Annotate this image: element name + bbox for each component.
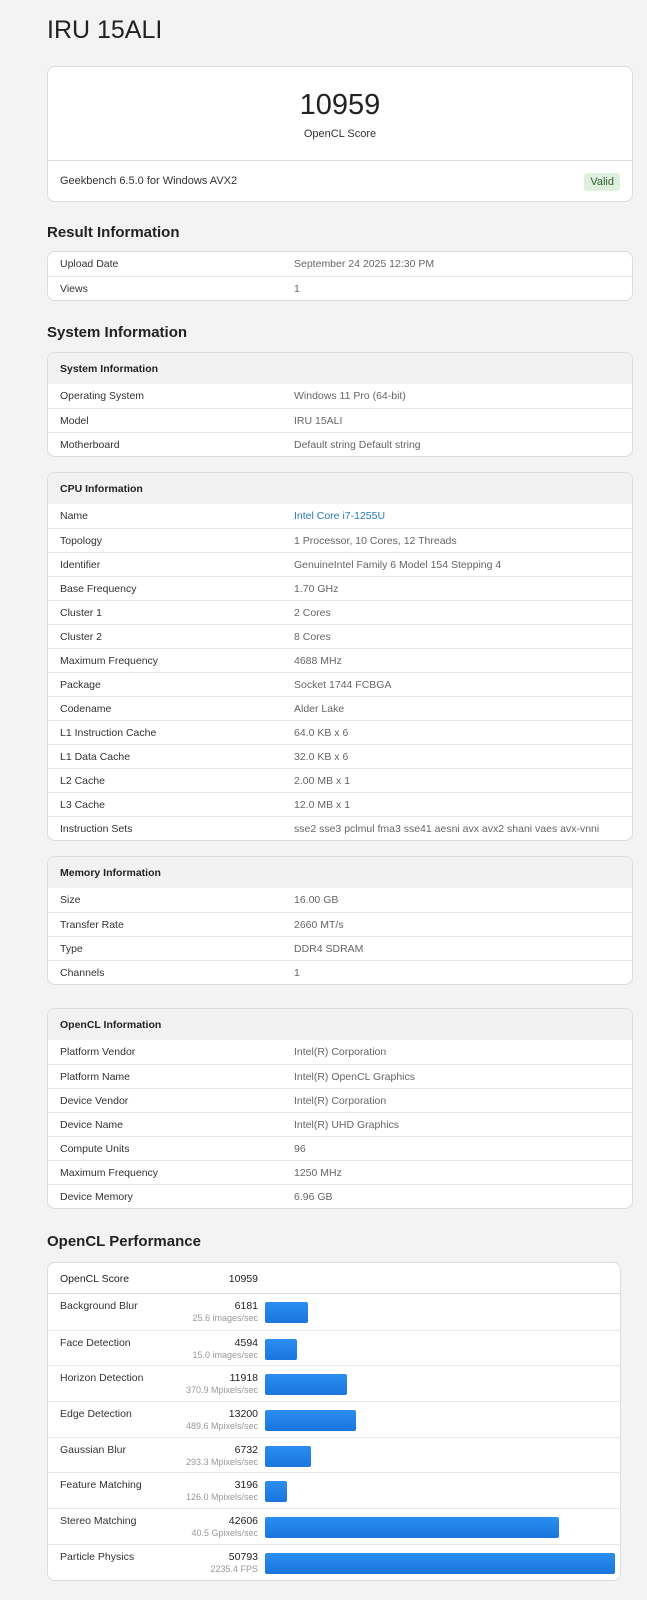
benchmark-name: Gaussian Blur xyxy=(60,1443,126,1456)
benchmark-row xyxy=(48,1330,620,1366)
info-key: L3 Cache xyxy=(60,799,105,811)
score-bar xyxy=(265,1517,559,1538)
score-bar xyxy=(265,1374,347,1395)
info-key: Platform Vendor xyxy=(60,1046,136,1058)
benchmark-row xyxy=(48,1365,620,1401)
benchmark-row xyxy=(48,1401,620,1437)
opencl-performance-card xyxy=(47,1262,621,1581)
info-row xyxy=(48,936,632,960)
score-bar xyxy=(265,1553,615,1574)
info-row xyxy=(48,552,632,576)
info-row xyxy=(48,720,632,744)
info-value: 2 Cores xyxy=(294,607,331,619)
info-key: Views xyxy=(60,283,88,295)
info-value: 32.0 KB x 6 xyxy=(294,751,349,763)
page-title: IRU 15ALI xyxy=(47,16,163,44)
info-row xyxy=(48,768,632,792)
score-card xyxy=(47,66,633,202)
benchmark-score: 6181 xyxy=(234,1300,258,1312)
info-value: Windows 11 Pro (64-bit) xyxy=(294,390,406,402)
info-row xyxy=(48,1112,632,1136)
info-value: IRU 15ALI xyxy=(294,415,343,427)
benchmark-name: Particle Physics xyxy=(60,1550,135,1563)
info-row xyxy=(48,960,632,984)
perf-score-value: 10959 xyxy=(228,1273,258,1285)
benchmark-score: 6732 xyxy=(234,1443,258,1456)
info-value: 4688 MHz xyxy=(294,655,342,667)
info-key: Device Vendor xyxy=(60,1095,129,1107)
benchmark-rate: 370.9 Mpixels/sec xyxy=(185,1385,258,1396)
info-value: 1250 MHz xyxy=(294,1167,342,1179)
info-row xyxy=(48,432,632,456)
info-key: Size xyxy=(60,894,81,906)
card-header: Memory Information xyxy=(48,857,632,888)
benchmark-name: Face Detection xyxy=(60,1336,131,1349)
info-value: Default string Default string xyxy=(294,439,421,451)
info-key: Identifier xyxy=(60,559,101,571)
memory-information-card xyxy=(47,856,633,985)
card-header: CPU Information xyxy=(48,473,632,504)
info-key: Type xyxy=(60,943,83,955)
cpu-information-card xyxy=(47,472,633,841)
info-key: Upload Date xyxy=(60,258,119,270)
benchmark-score: 13200 xyxy=(228,1408,258,1421)
info-row xyxy=(48,1064,632,1088)
opencl-score-label: OpenCL Score xyxy=(303,128,377,140)
opencl-score-value: 10959 xyxy=(299,89,381,121)
info-row xyxy=(48,276,632,300)
info-row xyxy=(48,600,632,624)
benchmark-rate: 126.0 Mpixels/sec xyxy=(185,1492,258,1503)
info-key: Transfer Rate xyxy=(60,919,124,931)
info-row xyxy=(48,1160,632,1184)
benchmark-score: 42606 xyxy=(228,1515,258,1528)
info-row xyxy=(48,504,632,528)
info-row xyxy=(48,528,632,552)
benchmark-rate: 489.6 Mpixels/sec xyxy=(185,1421,258,1432)
info-key: Package xyxy=(60,679,101,691)
info-row xyxy=(48,408,632,432)
info-key: Cluster 2 xyxy=(60,631,103,643)
info-value: 96 xyxy=(294,1143,306,1155)
info-key: L1 Data Cache xyxy=(60,751,131,763)
info-value: 12.0 MB x 1 xyxy=(294,799,351,811)
benchmark-score: 4594 xyxy=(234,1336,258,1349)
score-bar xyxy=(265,1446,311,1467)
info-row xyxy=(48,648,632,672)
result-information-title: Result Information xyxy=(47,224,180,241)
info-value: sse2 sse3 pclmul fma3 sse41 aesni avx avx2 shani vaes avx-vnni xyxy=(294,823,600,835)
benchmark-rate: 293.3 Mpixels/sec xyxy=(185,1456,258,1467)
info-row xyxy=(48,624,632,648)
info-value: 6.96 GB xyxy=(294,1191,333,1203)
perf-score-label: OpenCL Score xyxy=(60,1273,130,1285)
benchmark-row xyxy=(48,1437,620,1473)
info-key: Model xyxy=(60,415,89,427)
card-header: OpenCL Information xyxy=(48,1009,632,1040)
benchmark-rate: 15.0 images/sec xyxy=(192,1349,258,1360)
info-value: 1 xyxy=(294,967,300,979)
score-bar xyxy=(265,1481,287,1502)
benchmark-score: 11918 xyxy=(229,1372,258,1385)
info-key: Cluster 1 xyxy=(60,607,103,619)
opencl-performance-title: OpenCL Performance xyxy=(47,1233,201,1250)
benchmark-rate: 40.5 Gpixels/sec xyxy=(191,1528,258,1539)
benchmark-row xyxy=(48,1544,620,1580)
info-value: Intel(R) OpenCL Graphics xyxy=(294,1071,415,1083)
info-row xyxy=(48,1040,632,1064)
info-value: 2660 MT/s xyxy=(294,919,344,931)
info-row xyxy=(48,888,632,912)
info-value: 8 Cores xyxy=(294,631,331,643)
system-information-card xyxy=(47,352,633,457)
result-information-card xyxy=(47,251,633,301)
info-row xyxy=(48,252,632,276)
benchmark-name: Horizon Detection xyxy=(60,1372,144,1385)
info-row xyxy=(48,912,632,936)
info-key: Instruction Sets xyxy=(60,823,133,835)
benchmark-rate: 25.6 images/sec xyxy=(192,1313,258,1323)
info-value: Socket 1744 FCBGA xyxy=(294,679,392,691)
info-row xyxy=(48,576,632,600)
info-key: L2 Cache xyxy=(60,775,105,787)
benchmark-name: Feature Matching xyxy=(60,1479,142,1492)
benchmark-row xyxy=(48,1508,620,1544)
benchmark-row xyxy=(48,1294,620,1330)
score-bar xyxy=(265,1302,308,1323)
benchmark-name: Background Blur xyxy=(60,1300,138,1312)
info-key: Maximum Frequency xyxy=(60,1167,159,1179)
score-bar xyxy=(265,1339,297,1360)
info-row xyxy=(48,1136,632,1160)
info-row xyxy=(48,696,632,720)
info-key: Device Name xyxy=(60,1119,124,1131)
info-key: Base Frequency xyxy=(60,583,137,595)
cpu-name-link[interactable]: Intel Core i7-1255U xyxy=(294,510,386,522)
info-value: DDR4 SDRAM xyxy=(294,943,364,955)
info-key: L1 Instruction Cache xyxy=(60,727,157,739)
score-bar xyxy=(265,1410,356,1431)
opencl-information-card xyxy=(47,1008,633,1209)
info-value: 64.0 KB x 6 xyxy=(294,727,349,739)
info-value: September 24 2025 12:30 PM xyxy=(294,258,435,270)
info-value: Intel(R) Corporation xyxy=(294,1095,387,1107)
benchmark-score: 3196 xyxy=(234,1479,258,1492)
info-row xyxy=(48,384,632,408)
info-key: Device Memory xyxy=(60,1191,133,1203)
system-information-title: System Information xyxy=(47,324,188,341)
info-key: Platform Name xyxy=(60,1071,131,1083)
info-row xyxy=(48,672,632,696)
info-row xyxy=(48,1184,632,1208)
benchmark-name: Edge Detection xyxy=(60,1408,132,1421)
benchmark-version: Geekbench 6.5.0 for Windows AVX2 xyxy=(60,175,238,187)
info-value: 1 Processor, 10 Cores, 12 Threads xyxy=(294,535,457,547)
info-row xyxy=(48,792,632,816)
info-value: 2.00 MB x 1 xyxy=(294,775,351,787)
info-value: Intel(R) Corporation xyxy=(294,1046,387,1058)
info-key: Channels xyxy=(60,967,105,979)
info-value: Alder Lake xyxy=(294,703,345,715)
benchmark-rate: 2235.4 FPS xyxy=(210,1563,258,1574)
benchmark-score: 50793 xyxy=(228,1550,258,1563)
info-key: Maximum Frequency xyxy=(60,655,159,667)
info-value: 1 xyxy=(294,283,300,295)
info-row xyxy=(48,1088,632,1112)
benchmark-name: Stereo Matching xyxy=(60,1515,137,1528)
info-key: Topology xyxy=(60,535,103,547)
info-key: Motherboard xyxy=(60,439,120,451)
info-key: Name xyxy=(60,510,89,522)
info-value: GenuineIntel Family 6 Model 154 Stepping 4 xyxy=(294,559,502,571)
valid-badge: Valid xyxy=(584,173,620,191)
benchmark-row xyxy=(48,1472,620,1508)
info-key: Compute Units xyxy=(60,1143,130,1155)
info-key: Codename xyxy=(60,703,112,715)
info-value: 1.70 GHz xyxy=(294,583,339,595)
info-value: 16.00 GB xyxy=(294,894,339,906)
card-header: System Information xyxy=(48,353,632,384)
info-key: Operating System xyxy=(60,390,145,402)
info-row xyxy=(48,816,632,840)
info-row xyxy=(48,744,632,768)
info-value: Intel(R) UHD Graphics xyxy=(294,1119,400,1131)
